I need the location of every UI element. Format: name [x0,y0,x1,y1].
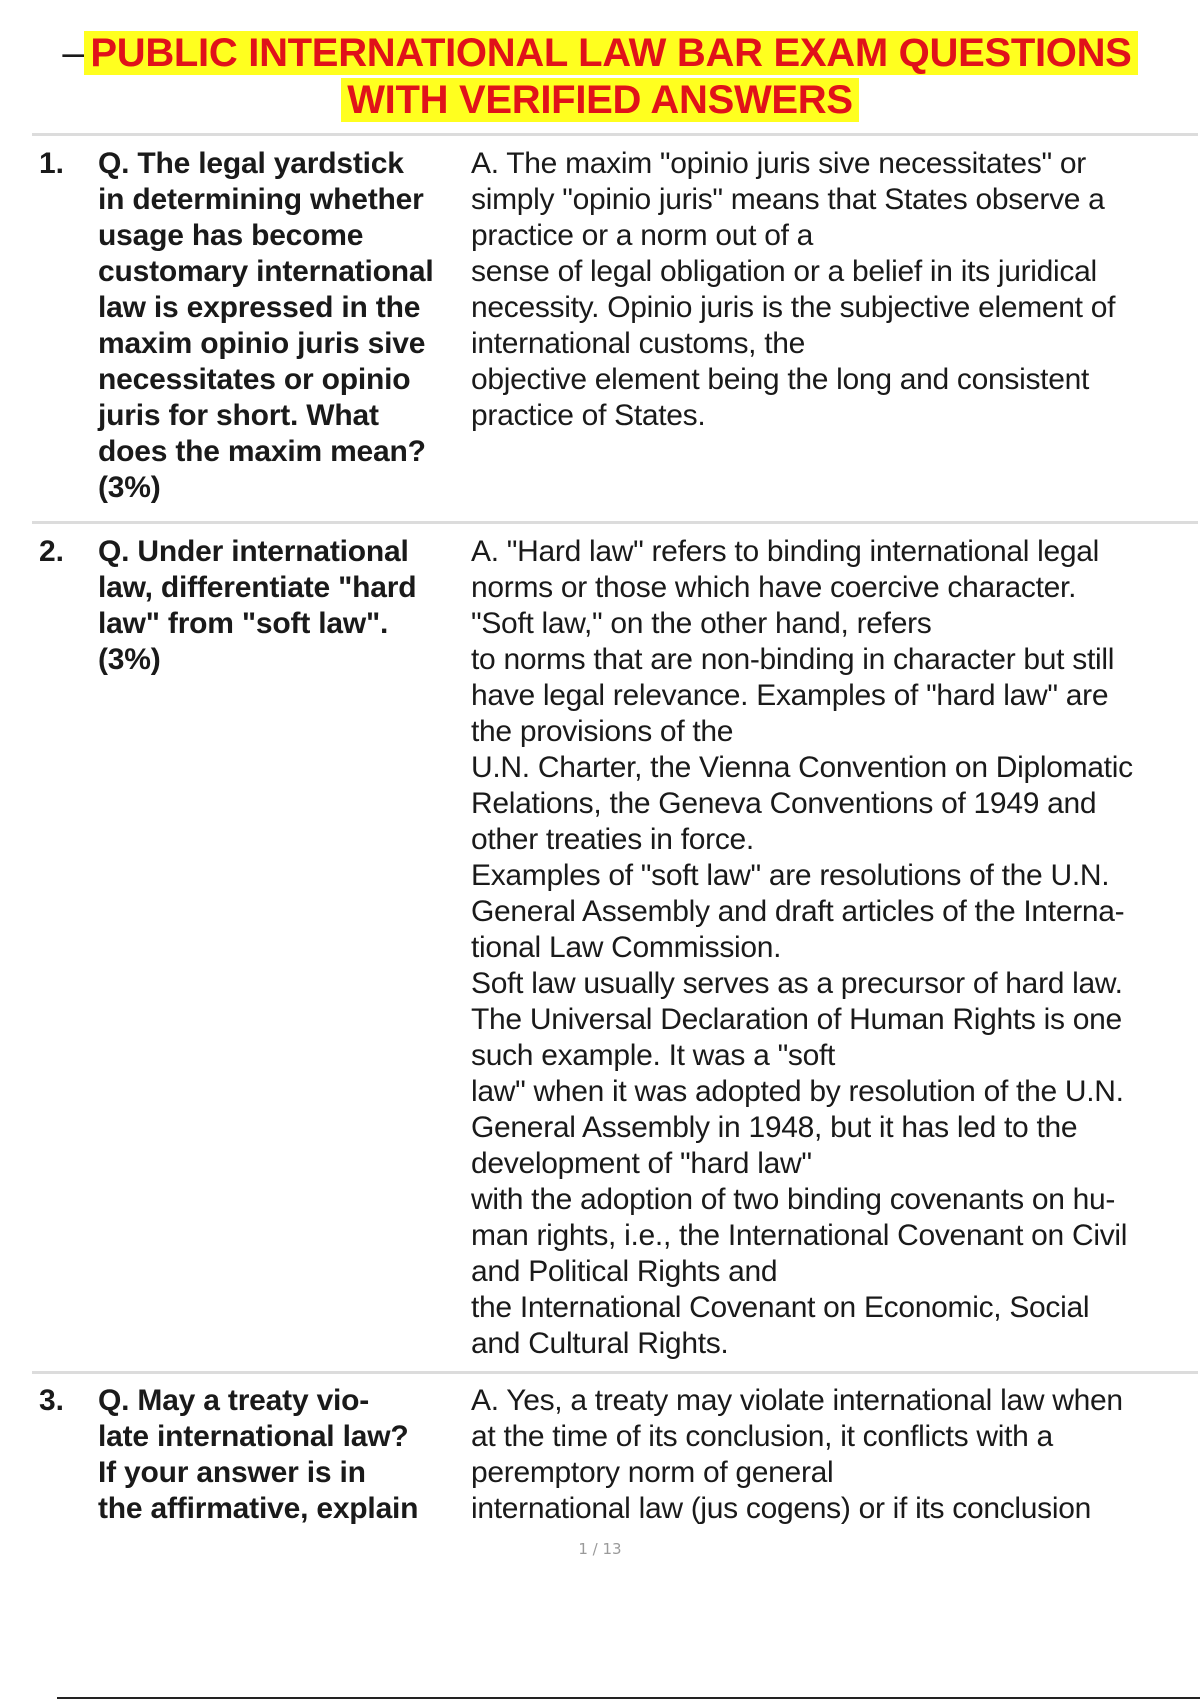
answer-line: and Cultural Rights. [471,1327,729,1360]
answer-line: sense of legal obligation or a belief in its juridical [471,255,1097,288]
item-number: 1. [39,147,65,180]
question-line: Q. Under international [98,535,409,568]
answer-line: peremptory norm of general [471,1456,834,1489]
answer-line: necessity. Opinio juris is the subjective element of [471,291,1116,324]
question-line: customary international [98,255,434,288]
question-line: law" from "soft law". [98,607,389,640]
divider [32,1371,1198,1374]
title-line-1 [0,30,1200,77]
title-line-2 [0,77,1200,124]
answer-line: objective element being the long and consistent [471,363,1089,396]
answer-line: have legal relevance. Examples of "hard law" are [471,679,1109,712]
question-text [98,534,472,678]
question-line: usage has become [98,219,364,252]
answer-line: The Universal Declaration of Human Rights is one [471,1003,1122,1036]
answer-line: norms or those which have coercive character. [471,571,1077,604]
question-line: Q. The legal yardstick [98,147,404,180]
answer-line: Relations, the Geneva Conventions of 1949 and [471,787,1097,820]
answer-line: development of "hard law" [471,1147,812,1180]
question-line: the affirmative, explain [98,1492,419,1525]
question-line: law, differentiate "hard [98,571,417,604]
answer-line: and Political Rights and [471,1255,778,1288]
answer-line: the International Covenant on Economic, Social [471,1291,1090,1324]
answer-line: A. "Hard law" refers to binding international legal [471,535,1100,568]
answer-text [471,534,1200,1362]
answer-line: international customs, the [471,327,806,360]
document-title [0,30,1200,124]
answer-line: U.N. Charter, the Vienna Convention on Diplomatic [471,751,1133,784]
title-text-1: PUBLIC INTERNATIONAL LAW BAR EXAM QUESTIONS [84,31,1137,75]
question-line: necessitates or opinio [98,363,411,396]
question-line: in determining whether [98,183,424,216]
answer-line: practice of States. [471,399,706,432]
question-line: Q. May a treaty vio- [98,1384,370,1417]
question-line: late international law? [98,1420,409,1453]
item-number: 2. [39,535,65,568]
answer-line: General Assembly and draft articles of the Interna- [471,895,1125,928]
answer-line: "Soft law," on the other hand, refers [471,607,932,640]
answer-line: law" when it was adopted by resolution of the U.N. [471,1075,1124,1108]
answer-line: simply "opinio juris" means that States observe a [471,183,1105,216]
answer-line: at the time of its conclusion, it conflicts with a [471,1420,1053,1453]
answer-line: such example. It was a "soft [471,1039,836,1072]
answer-line: to norms that are non-binding in character but still [471,643,1115,676]
answer-line: with the adoption of two binding covenants on hu- [471,1183,1116,1216]
title-text-2: WITH VERIFIED ANSWERS [341,78,859,122]
question-line: (3%) [98,471,161,504]
question-line: (3%) [98,643,161,676]
divider [32,521,1198,524]
answer-line: A. The maxim "opinio juris sive necessitates" or [471,147,1086,180]
answer-line: the provisions of the [471,715,734,748]
question-line: maxim opinio juris sive [98,327,426,360]
question-text [98,146,472,506]
answer-line: A. Yes, a treaty may violate international law when [471,1384,1123,1417]
answer-line: other treaties in force. [471,823,754,856]
answer-line: practice or a norm out of a [471,219,814,252]
answer-line: man rights, i.e., the International Covenant on Civil [471,1219,1128,1252]
footer-rule [57,1697,1200,1699]
question-line: law is expressed in the [98,291,421,324]
answer-line: international law (jus cogens) or if its conclusion [471,1492,1092,1525]
question-line: does the maxim mean? [98,435,426,468]
answer-text [471,1383,1200,1527]
page-indicator: 1 / 13 [578,1540,622,1558]
answer-line: Examples of "soft law" are resolutions of the U.N. [471,859,1110,892]
answer-text [471,146,1200,434]
answer-line: tional Law Commission. [471,931,782,964]
answer-line: Soft law usually serves as a precursor of hard law. [471,967,1123,1000]
item-number: 3. [39,1384,65,1417]
answer-line: General Assembly in 1948, but it has led to the [471,1111,1078,1144]
divider [32,133,1198,136]
question-line: If your answer is in [98,1456,366,1489]
question-text [98,1383,472,1527]
question-line: juris for short. What [98,399,379,432]
title-dash: – [62,31,85,75]
